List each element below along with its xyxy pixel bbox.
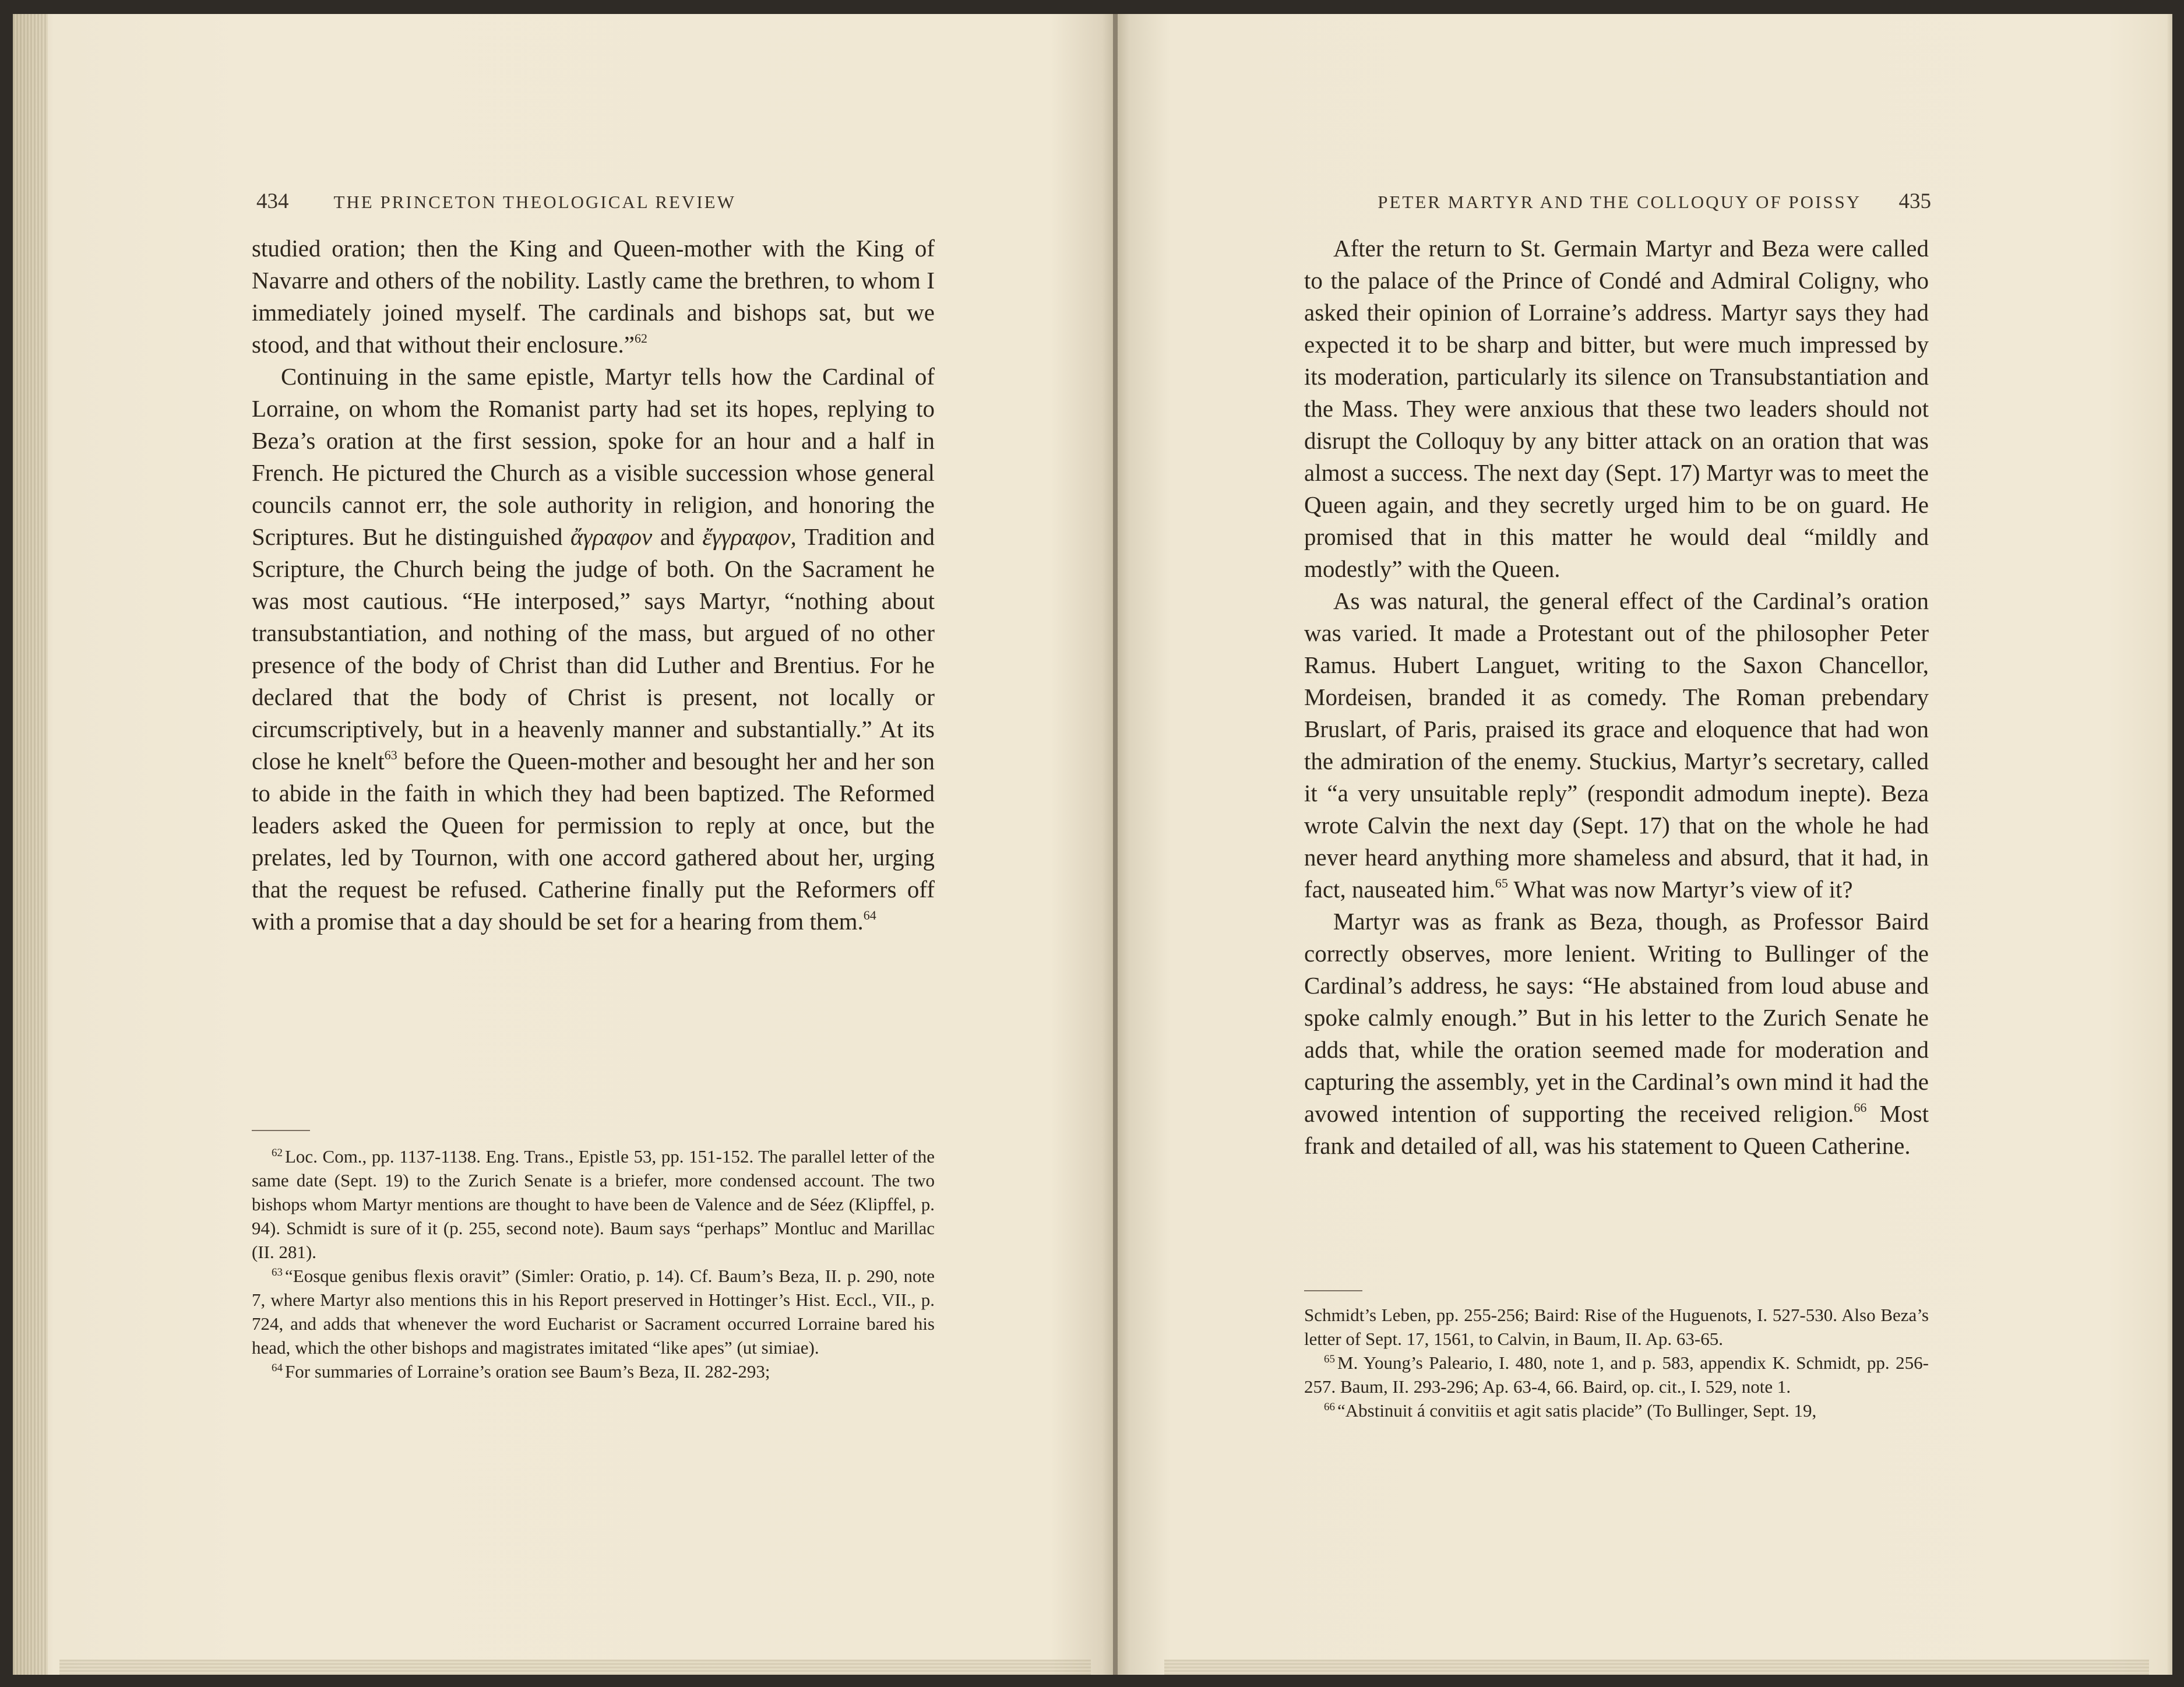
text-run: Martyr was as frank as Beza, though, as Professor Baird correctly observes, more lenient. Writing to Bullinger of the Cardinal’s address, he says: “He abstained from loud abuse and spoke calmly enough.” But in his letter to the Zurich Senate he adds that, while the oration seemed made for moderation and capturing the assembly, yet in the Cardinal’s own mind it had the avowed intention of supporting the received religion. (1304, 908, 1929, 1127)
left-paragraph-1 (252, 233, 935, 361)
footnote-number: 64 (272, 1362, 283, 1374)
right-paragraph-1 (1304, 233, 1929, 585)
right-page (1118, 14, 2172, 1675)
text-run: and (652, 523, 703, 550)
text-run: Tradition and Scripture, the Church being the judge of both. On the Sacrament he was most cautious. “He interposed,” says Martyr, “nothing about transubstantiation, and nothing of the mass, but argued of no other presence of the body of Christ than did Luther and Brentius. For he declared that the body of Christ is present, not locally or circumscriptively, but in a heavenly manner and substantially.” At its close he knelt (252, 523, 935, 774)
left-paragraph-2 (252, 361, 935, 938)
book-spread (13, 14, 2172, 1675)
footnote-text: “Eosque genibus flexis oravit” (Simler: Oratio, p. 14). Cf. Baum’s Beza, II. p. 290, note 7, where Martyr also mentions this in his Report preserved in Hottinger’s Hist. Eccl., VII., p. 724, and adds that whenever the word Eucharist or Sacrament occurred Lorraine bared his head, which the other bishops and magistrates imitated “like apes” (ut simiae). (252, 1266, 935, 1358)
bottom-page-edges (1164, 1660, 2149, 1675)
footnote-66 (1304, 1399, 1929, 1422)
footnote-number: 62 (272, 1147, 283, 1159)
left-body-text (252, 233, 935, 938)
right-paragraph-2 (1304, 585, 1929, 906)
text-run: As was natural, the general effect of the Cardinal’s oration was varied. It made a Protestant out of the philosopher Peter Ramus. Hubert Languet, writing to the Saxon Chancellor, Mordeisen, branded it as comedy. The Roman prebendary Bruslart, of Paris, praised its grace and eloquence that had won the admiration of the enemy. Stuckius, Martyr’s secretary, called it “a very unsuitable reply” (respondit admodum inepte). Beza wrote Calvin the next day (Sept. 17) that on the whole he had never heard anything more shameless and absurd, that it had, in fact, nauseated him. (1304, 587, 1929, 903)
text-run: studied oration; then the King and Queen-mother with the King of Navarre and others of the nobility. Lastly came the brethren, to whom I immediately joined myself. The cardinals and bishops sat, but we stood, and that without their enclosure.” (252, 235, 935, 358)
bottom-page-edges (59, 1660, 1091, 1675)
footnote-ref-63: 63 (384, 748, 397, 762)
footnote-ref-65: 65 (1495, 876, 1508, 890)
greek-word-agraphon: ἄγραφον (570, 523, 653, 550)
footnote-continued (1304, 1303, 1929, 1351)
footnote-65 (1304, 1351, 1929, 1399)
footnote-rule-right (1304, 1290, 1362, 1291)
footnote-text: Schmidt’s Leben, pp. 255-256; Baird: Rise of the Huguenots, I. 527-530. Also Beza’s letter of Sept. 17, 1561, to Calvin, in Baum, II. Ap. 63-65. (1304, 1305, 1929, 1349)
running-head-right: PETER MARTYR AND THE COLLOQUY OF POISSY (1378, 192, 1861, 212)
footnote-62 (252, 1144, 935, 1264)
right-paragraph-3 (1304, 906, 1929, 1162)
footnote-number: 66 (1324, 1401, 1335, 1413)
greek-word-engraphon: ἔγγραφον, (702, 523, 797, 550)
footnote-text: For summaries of Lorraine’s oration see Baum’s Beza, II. 282-293; (285, 1361, 770, 1382)
right-footnotes (1304, 1303, 1929, 1422)
text-run: before the Queen-mother and besought her and her son to abide in the faith in which they had been baptized. The Reformed leaders asked the Queen for permission to reply at once, but the prelates, led by Tournon, with one accord gathered about her, urging that the request be refused. Catherine finally put the Reformers off with a promise that a day should be set for a hearing from them. (252, 748, 935, 935)
left-running-header (256, 189, 932, 214)
left-page (13, 14, 1114, 1675)
page-number-left: 434 (256, 189, 289, 213)
right-body-text (1304, 233, 1929, 1162)
running-head-left: THE PRINCETON THEOLOGICAL REVIEW (333, 192, 736, 212)
footnote-text: “Abstinuit á convitiis et agit satis placide” (To Bullinger, Sept. 19, (1337, 1400, 1817, 1421)
text-run: Most frank and detailed of all, was his statement to Queen Catherine. (1304, 1100, 1929, 1159)
footnote-text: Loc. Com., pp. 1137-1138. Eng. Trans., Epistle 53, pp. 151-152. The parallel letter of the same date (Sept. 19) to the Zurich Senate is a briefer, more condensed account. The two bishops whom Martyr mentions are thought to have been de Valence and de Séez (Klipffel, p. 94). Schmidt is sure of it (p. 255, second note). Baum says “perhaps” Montluc and Marillac (II. 281). (252, 1146, 935, 1262)
footnote-number: 63 (272, 1266, 283, 1279)
right-running-header (1308, 189, 1931, 214)
footnote-63 (252, 1264, 935, 1360)
footnote-rule-left (252, 1130, 310, 1131)
text-run: Continuing in the same epistle, Martyr tells how the Cardinal of Lorraine, on whom the Romanist party had set its hopes, replying to Beza’s oration at the first session, spoke for an hour and a half in French. He pictured the Church as a visible succession whose general councils cannot err, the sole authority in religion, and honoring the Scriptures. But he distinguished (252, 363, 935, 550)
left-footnotes (252, 1144, 935, 1383)
text-run: What was now Martyr’s view of it? (1507, 876, 1853, 903)
page-number-right: 435 (1898, 189, 1931, 213)
footnote-text: M. Young’s Paleario, I. 480, note 1, and p. 583, appendix K. Schmidt, pp. 256-257. Baum, II. 293-296; Ap. 63-4, 66. Baird, op. cit., I. 529, note 1. (1304, 1353, 1929, 1397)
footnote-64 (252, 1360, 935, 1383)
page-edge-stack (13, 14, 48, 1675)
footnote-ref-66: 66 (1854, 1100, 1867, 1115)
footnote-number: 65 (1324, 1353, 1335, 1365)
footnote-ref-62: 62 (634, 331, 647, 346)
text-run: After the return to St. Germain Martyr and Beza were called to the palace of the Prince of Condé and Admiral Coligny, who asked their opinion of Lorraine’s address. Martyr says they had expected it to be sharp and bitter, but were much impressed by its moderation, particularly its silence on Transubstantiation and the Mass. They were anxious that these two leaders should not disrupt the Colloquy by any bitter attack on an oration that was almost a success. The next day (Sept. 17) Martyr was to meet the Queen again, and they secretly urged him to be on guard. He promised that in this matter he would deal “mildly and modestly” with the Queen. (1304, 235, 1929, 582)
footnote-ref-64: 64 (863, 908, 876, 922)
